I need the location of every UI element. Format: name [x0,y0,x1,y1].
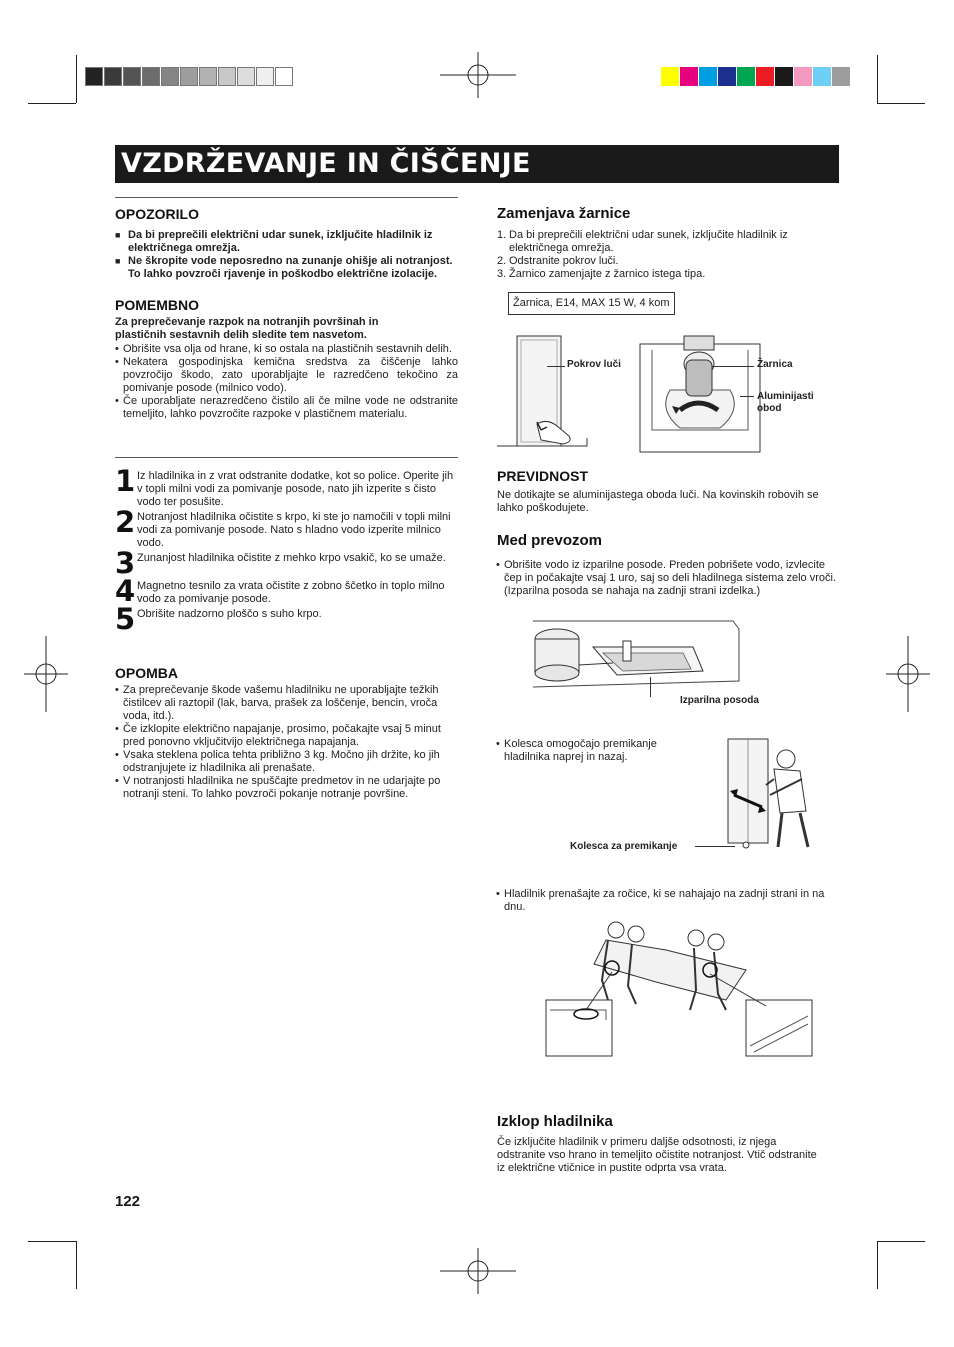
note-list [113,684,458,801]
leader-line [712,366,754,367]
registration-mark-top [440,52,516,98]
step-number: 2 [115,505,136,539]
step-text: Obrišite nadzorno ploščo s suho krpo. [137,608,322,620]
shutdown-heading: Izklop hladilnika [497,1113,613,1130]
gray-swatch [123,67,141,86]
item-number: 3. [497,268,507,280]
note-heading: OPOMBA [115,665,178,681]
list-item: • Za preprečevanje škode vašemu hladilniku ne uporabljajte težkih čistilcev ali raztopil (lak, barva, prašek za loščenje, bencin, vroča voda, itd.). [113,684,458,723]
gray-swatch [85,67,103,86]
gray-swatch [256,67,274,86]
caution-heading: PREVIDNOST [497,468,589,484]
carrying-illustration [546,920,816,1058]
step-text: Magnetno tesnilo za vrata očistite z zobno ščetko in toplo milno vodo za pomivanje posode. [137,580,445,605]
rim-label-line-1: Aluminijasti [757,391,814,402]
leader-line [547,366,565,367]
transport-heading: Med prevozom [497,532,603,549]
list-item [497,229,837,255]
registration-mark-bottom [440,1248,516,1294]
list-item: • Kolesca omogočajo premikanje hladilnika naprej in nazaj. [494,738,694,764]
step-text: Notranjost hladilnika očistite s krpo, ki ste jo namočili v topli milni vodi za pomivanje posode. Nato s hladno vodo izperite milnico vodo. [137,511,451,549]
color-swatch [756,67,774,86]
caution-text: Ne dotikajte se aluminijastega oboda luči. Na kovinskih robovih se lahko poškodujete. [497,489,819,514]
divider [115,457,458,458]
list-item [497,255,837,268]
gray-swatch [237,67,255,86]
bulb-illustration [640,330,760,452]
bulb-label: Žarnica [757,359,793,370]
evaporation-tray-illustration [533,617,743,692]
item-text: Žarnico zamenjajte z žarnico istega tipa. [509,268,706,280]
leader-line [695,846,735,847]
step-text: Iz hladilnika in z vrat odstranite dodatke, kot so police. Operite jih v topli milni vodi za pomivanje posode, nato jih izperite s čisto vodo ter posušite. [137,470,454,508]
step-text: Zunanjost hladilnika očistite z mehko krpo vsakič, ko se umaže. [137,552,446,564]
list-item: ■ Da bi preprečili električni udar sunek, izključite hladilnik iz električnega omrežja. [115,229,455,255]
important-heading: POMEMBNO [115,297,199,313]
important-intro: Za preprečevanje razpok na notranjih površinah in plastičnih sestavnih delih sledite tem nasvetom. [115,316,379,341]
tray-label: Izparilna posoda [680,695,759,706]
gray-swatch [275,67,293,86]
list-item: • Vsaka steklena polica tehta približno 3 kg. Močno jih držite, ko jih odstranjujete iz hladilnika ali prenašate. [113,749,458,775]
bulb-spec-box: Žarnica, E14, MAX 15 W, 4 kom [508,292,675,315]
list-item [497,268,837,281]
list-item: ■ Ne škropite vode neposredno na zunanje ohišje ali notranjost. To lahko povzroči rjavenje in poškodbo električne izolacije. [115,255,455,281]
registration-mark-right [886,636,930,712]
list-item: • Če uporabljate nerazredčeno čistilo ali če milne vode ne odstranite temeljito, lahko povzročite razpoke v plastičnem materialu. [113,395,458,421]
transport-list-2 [494,738,694,764]
list-item: • V notranjosti hladilnika ne spuščajte predmetov in ne udarjajte po notranji steni. To lahko povzroči pokanje notranje površine. [113,775,458,801]
list-item: • Hladilnik prenašajte za ročice, ki se nahajajo na zadnji strani in na dnu. [494,888,842,914]
warning-heading: OPOZORILO [115,206,199,222]
item-text: Odstranite pokrov luči. [509,255,619,267]
list-item: • Nekatera gospodinjska kemična sredstva za čiščenje lahko povzročijo škodo, zato uporabljajte le razredčeno tekočino za pomivanje posode (milnico vodo). [113,356,458,395]
gray-swatch [142,67,160,86]
warning-list [115,229,455,281]
transport-list-1 [494,559,842,598]
rim-label-line-2: obod [757,403,782,414]
wheels-label: Kolesca za premikanje [570,841,678,852]
list-item: • Če izklopite električno napajanje, prosimo, počakajte vsaj 5 minut pred ponovno vključitvijo električnega napajanja. [113,723,458,749]
leader-line [740,396,754,397]
color-swatch [775,67,793,86]
step-number: 4 [115,574,136,608]
step-number: 5 [115,602,136,636]
color-swatch [661,67,679,86]
registration-mark-left [24,636,68,712]
color-swatch [737,67,755,86]
item-number: 1. [497,229,507,241]
item-number: 2. [497,255,507,267]
transport-list-3 [494,888,842,914]
gray-swatch [161,67,179,86]
list-item: • Obrišite vodo iz izparilne posode. Preden pobrišete vodo, izvlecite čep in počakajte vsaj 1 uro, saj so deli hladilnega sistema zelo vroči. (Izparilna posoda se nahaja na zadnji strani izdelka.) [494,559,842,598]
color-swatch [794,67,812,86]
page-title: VZDRŽEVANJE IN ČIŠČENJE [115,145,839,183]
step-number: 1 [115,464,136,498]
important-list [113,343,458,421]
moving-wheels-illustration [720,735,830,855]
divider [115,197,458,198]
bulb-steps [497,229,837,281]
step-number: 3 [115,546,136,580]
color-swatch [813,67,831,86]
shutdown-text: Če izključite hladilnik v primeru daljše odsotnosti, iz njega odstranite vso hrano in temeljito očistite notranjost. Vtič odstranite iz električne vtičnice in pustite odprta vsa vrata. [497,1136,817,1174]
list-item: • Obrišite vsa olja od hrane, ki so ostala na plastičnih sestavnih delih. [113,343,458,356]
leader-line [650,677,651,697]
color-swatch [832,67,850,86]
item-text: Da bi preprečili električni udar sunek, izključite hladilnik iz električnega omrežja. [509,229,788,254]
gray-swatch [104,67,122,86]
color-swatch [699,67,717,86]
page-number: 122 [115,1193,141,1210]
gray-swatch [199,67,217,86]
color-swatch [718,67,736,86]
cover-label: Pokrov luči [567,359,621,370]
color-swatch [680,67,698,86]
bulb-heading: Zamenjava žarnice [497,205,631,222]
gray-swatch [218,67,236,86]
gray-swatch [180,67,198,86]
lamp-cover-illustration [497,326,597,456]
